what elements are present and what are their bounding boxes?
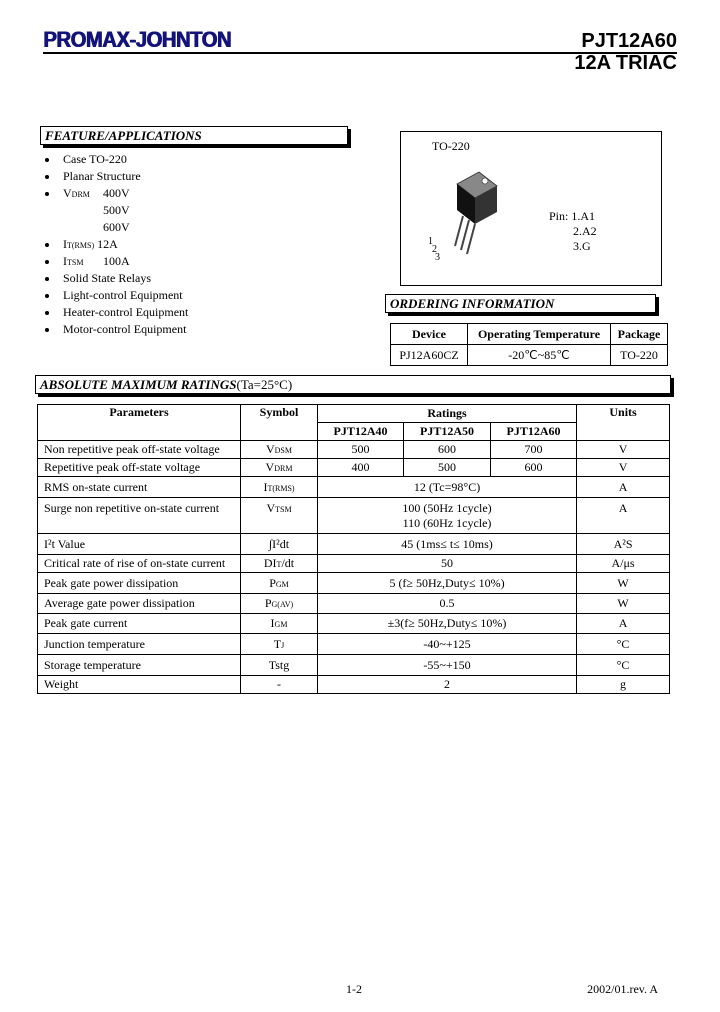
feature-case: Case TO-220 xyxy=(63,152,127,166)
symbol-cell xyxy=(241,655,318,676)
bullet-icon xyxy=(45,328,49,332)
bullet-icon xyxy=(45,175,49,179)
param-cell: Weight xyxy=(38,676,241,694)
symbol-main: ∫I²dt xyxy=(268,536,290,551)
value-cell: 500 xyxy=(404,459,491,477)
symbol-main: V xyxy=(266,501,276,515)
ordering-header-package: Package xyxy=(611,324,668,345)
list-item xyxy=(45,186,130,201)
value-cell: 12 (Tc=98°C) xyxy=(318,477,577,498)
param-cell: Critical rate of rise of on-state current xyxy=(38,555,241,573)
param-cell: Junction temperature xyxy=(38,634,241,655)
table-row xyxy=(38,634,670,655)
bullet-icon xyxy=(45,192,49,196)
header-pjt12a60: PJT12A60 xyxy=(491,423,577,441)
bullet-icon xyxy=(45,158,49,162)
package-box xyxy=(400,131,662,286)
symbol-main: Tstg xyxy=(268,657,290,672)
value-cell: 700 xyxy=(491,441,577,459)
revision-label: 2002/01.rev. A xyxy=(587,982,658,996)
lead-label-1: 1 xyxy=(428,236,433,247)
header-ratings: Ratings xyxy=(318,405,577,423)
unit-cell: A xyxy=(577,477,670,498)
lead-label-3: 3 xyxy=(435,252,440,263)
value-line-1: 100 (50Hz 1cycle) xyxy=(402,500,492,515)
list-item xyxy=(45,322,186,337)
ordering-section-title: ORDERING INFORMATION xyxy=(385,294,656,313)
symbol-main: T xyxy=(273,636,282,651)
symbol-cell xyxy=(241,441,318,459)
lead-label-2: 2 xyxy=(432,244,437,255)
list-item xyxy=(45,237,118,252)
pin-1-label: Pin: 1.A1 xyxy=(549,209,596,223)
bullet-icon xyxy=(45,260,49,264)
itsm-value: 100A xyxy=(103,254,130,268)
symbol-sub: J xyxy=(281,640,285,650)
table-row xyxy=(38,676,670,694)
symbol-main: - xyxy=(277,677,281,691)
header-pjt12a50: PJT12A50 xyxy=(404,423,491,441)
itsm-symbol: I xyxy=(63,254,67,268)
symbol-tail: /dt xyxy=(281,556,295,570)
symbol-cell xyxy=(241,459,318,477)
it-value: 12A xyxy=(97,237,118,251)
symbol-main: I xyxy=(270,616,275,630)
page-number: 1-2 xyxy=(346,982,362,996)
app-item: Heater-control Equipment xyxy=(63,305,189,319)
features-section-title: FEATURE/APPLICATIONS xyxy=(40,126,348,145)
symbol-main: DI xyxy=(263,556,277,570)
value-cell: 600 xyxy=(404,441,491,459)
table-row xyxy=(38,441,670,459)
package-name: TO-220 xyxy=(432,139,470,153)
unit-cell: W xyxy=(577,594,670,614)
value-cell: 50 xyxy=(318,555,577,573)
value-cell: ±3(f≥ 50Hz,Duty≤ 10%) xyxy=(318,614,577,634)
symbol-cell xyxy=(241,498,318,534)
list-item xyxy=(45,271,151,286)
header-parameters: Parameters xyxy=(38,405,241,441)
param-cell: Peak gate power dissipation xyxy=(38,573,241,594)
param-cell: Peak gate current xyxy=(38,614,241,634)
symbol-sub: T xyxy=(276,560,282,569)
ratings-section-title xyxy=(35,375,671,394)
ordering-header-temp: Operating Temperature xyxy=(468,324,611,345)
unit-cell: V xyxy=(577,459,670,477)
value-cell: 0.5 xyxy=(318,594,577,614)
symbol-main: P xyxy=(264,596,272,610)
symbol-main: I xyxy=(263,479,268,494)
vdrm-value-1: 400V xyxy=(103,186,130,200)
value-cell: 2 xyxy=(318,676,577,694)
symbol-cell xyxy=(241,634,318,655)
bullet-icon xyxy=(45,243,49,247)
param-cell: RMS on-state current xyxy=(38,477,241,498)
symbol-sub: T(RMS) xyxy=(267,483,295,493)
header-units: Units xyxy=(577,405,670,441)
ratings-table xyxy=(37,404,670,694)
it-subscript: T(RMS) xyxy=(67,241,95,250)
table-row xyxy=(38,655,670,676)
symbol-sub: DSM xyxy=(274,446,292,455)
symbol-cell xyxy=(241,477,318,498)
list-item xyxy=(103,220,130,235)
list-item xyxy=(45,169,141,184)
list-item xyxy=(45,288,183,303)
table-row xyxy=(38,405,670,423)
table-row xyxy=(38,498,670,534)
list-item xyxy=(45,305,188,320)
feature-planar: Planar Structure xyxy=(63,169,141,183)
ordering-table xyxy=(390,323,668,366)
vdrm-subscript: DRM xyxy=(71,190,90,199)
unit-cell: A²S xyxy=(577,534,670,555)
header-symbol: Symbol xyxy=(241,405,318,441)
symbol-sub: DRM xyxy=(274,464,293,473)
ratings-condition: (Ta=25°C) xyxy=(236,377,293,392)
value-line-2: 110 (60Hz 1cycle) xyxy=(402,515,492,530)
vdrm-symbol: V xyxy=(63,186,72,200)
symbol-main: V xyxy=(265,460,275,474)
part-number: PJT12A60 xyxy=(581,30,677,52)
symbol-sub: GM xyxy=(275,579,289,589)
param-cell: Average gate power dissipation xyxy=(38,594,241,614)
ordering-header-device: Device xyxy=(391,324,468,345)
value-cell: 400 xyxy=(318,459,404,477)
symbol-cell xyxy=(241,676,318,694)
pin-2-label: 2.A2 xyxy=(573,224,597,238)
list-item xyxy=(45,152,127,167)
value-cell: -40~+125 xyxy=(318,634,577,655)
symbol-cell xyxy=(241,614,318,634)
bullet-icon xyxy=(45,277,49,281)
symbol-sub: G(AV) xyxy=(271,600,294,609)
table-row xyxy=(38,459,670,477)
value-cell: -55~+150 xyxy=(318,655,577,676)
param-cell: Repetitive peak off-state voltage xyxy=(38,459,241,477)
table-row xyxy=(391,324,668,345)
unit-cell: °C xyxy=(577,634,670,655)
pin-3-label: 3.G xyxy=(573,239,591,253)
param-cell: I²t Value xyxy=(38,534,241,555)
to220-package-icon xyxy=(427,164,507,264)
unit-cell: A/μs xyxy=(577,555,670,573)
param-cell: Storage temperature xyxy=(38,655,241,676)
ordering-device: PJ12A60CZ xyxy=(391,345,468,366)
company-logo: PROMAX-JOHNTON xyxy=(43,27,231,52)
part-description: 12A TRIAC xyxy=(574,52,677,74)
symbol-cell xyxy=(241,594,318,614)
ordering-temp: -20℃~85℃ xyxy=(468,345,611,366)
table-row xyxy=(391,345,668,366)
value-cell: 600 xyxy=(491,459,577,477)
table-row xyxy=(38,614,670,634)
unit-cell: A xyxy=(577,614,670,634)
symbol-cell xyxy=(241,573,318,594)
app-item: Motor-control Equipment xyxy=(63,322,187,336)
header-pjt12a40: PJT12A40 xyxy=(318,423,404,441)
list-item xyxy=(103,203,130,218)
bullet-icon xyxy=(45,311,49,315)
symbol-sub: GM xyxy=(274,620,288,629)
itsm-subscript: TSM xyxy=(67,258,84,267)
unit-cell: g xyxy=(577,676,670,694)
table-row xyxy=(38,477,670,498)
ordering-package: TO-220 xyxy=(611,345,668,366)
unit-cell: °C xyxy=(577,655,670,676)
vdrm-value-2: 500V xyxy=(103,203,130,217)
param-cell: Surge non repetitive on-state current xyxy=(38,498,241,534)
symbol-cell xyxy=(241,555,318,573)
table-row xyxy=(38,534,670,555)
param-cell: Non repetitive peak off-state voltage xyxy=(38,441,241,459)
table-row xyxy=(38,594,670,614)
list-item xyxy=(45,254,130,269)
value-cell: 45 (1ms≤ t≤ 10ms) xyxy=(318,534,577,555)
symbol-sub: TSM xyxy=(275,505,292,514)
unit-cell: A xyxy=(577,498,670,534)
app-item: Light-control Equipment xyxy=(63,288,183,302)
vdrm-value-3: 600V xyxy=(103,220,130,234)
bullet-icon xyxy=(45,294,49,298)
table-row xyxy=(38,555,670,573)
ratings-title-text: ABSOLUTE MAXIMUM RATINGS xyxy=(40,377,237,392)
value-cell: 500 xyxy=(318,441,404,459)
table-row xyxy=(38,573,670,594)
app-item: Solid State Relays xyxy=(63,271,151,285)
symbol-main: P xyxy=(269,575,276,590)
symbol-cell xyxy=(241,534,318,555)
value-cell xyxy=(318,498,577,534)
unit-cell: V xyxy=(577,441,670,459)
value-cell: 5 (f≥ 50Hz,Duty≤ 10%) xyxy=(318,573,577,594)
it-symbol: I xyxy=(63,237,67,251)
unit-cell: W xyxy=(577,573,670,594)
symbol-main: V xyxy=(265,442,275,456)
